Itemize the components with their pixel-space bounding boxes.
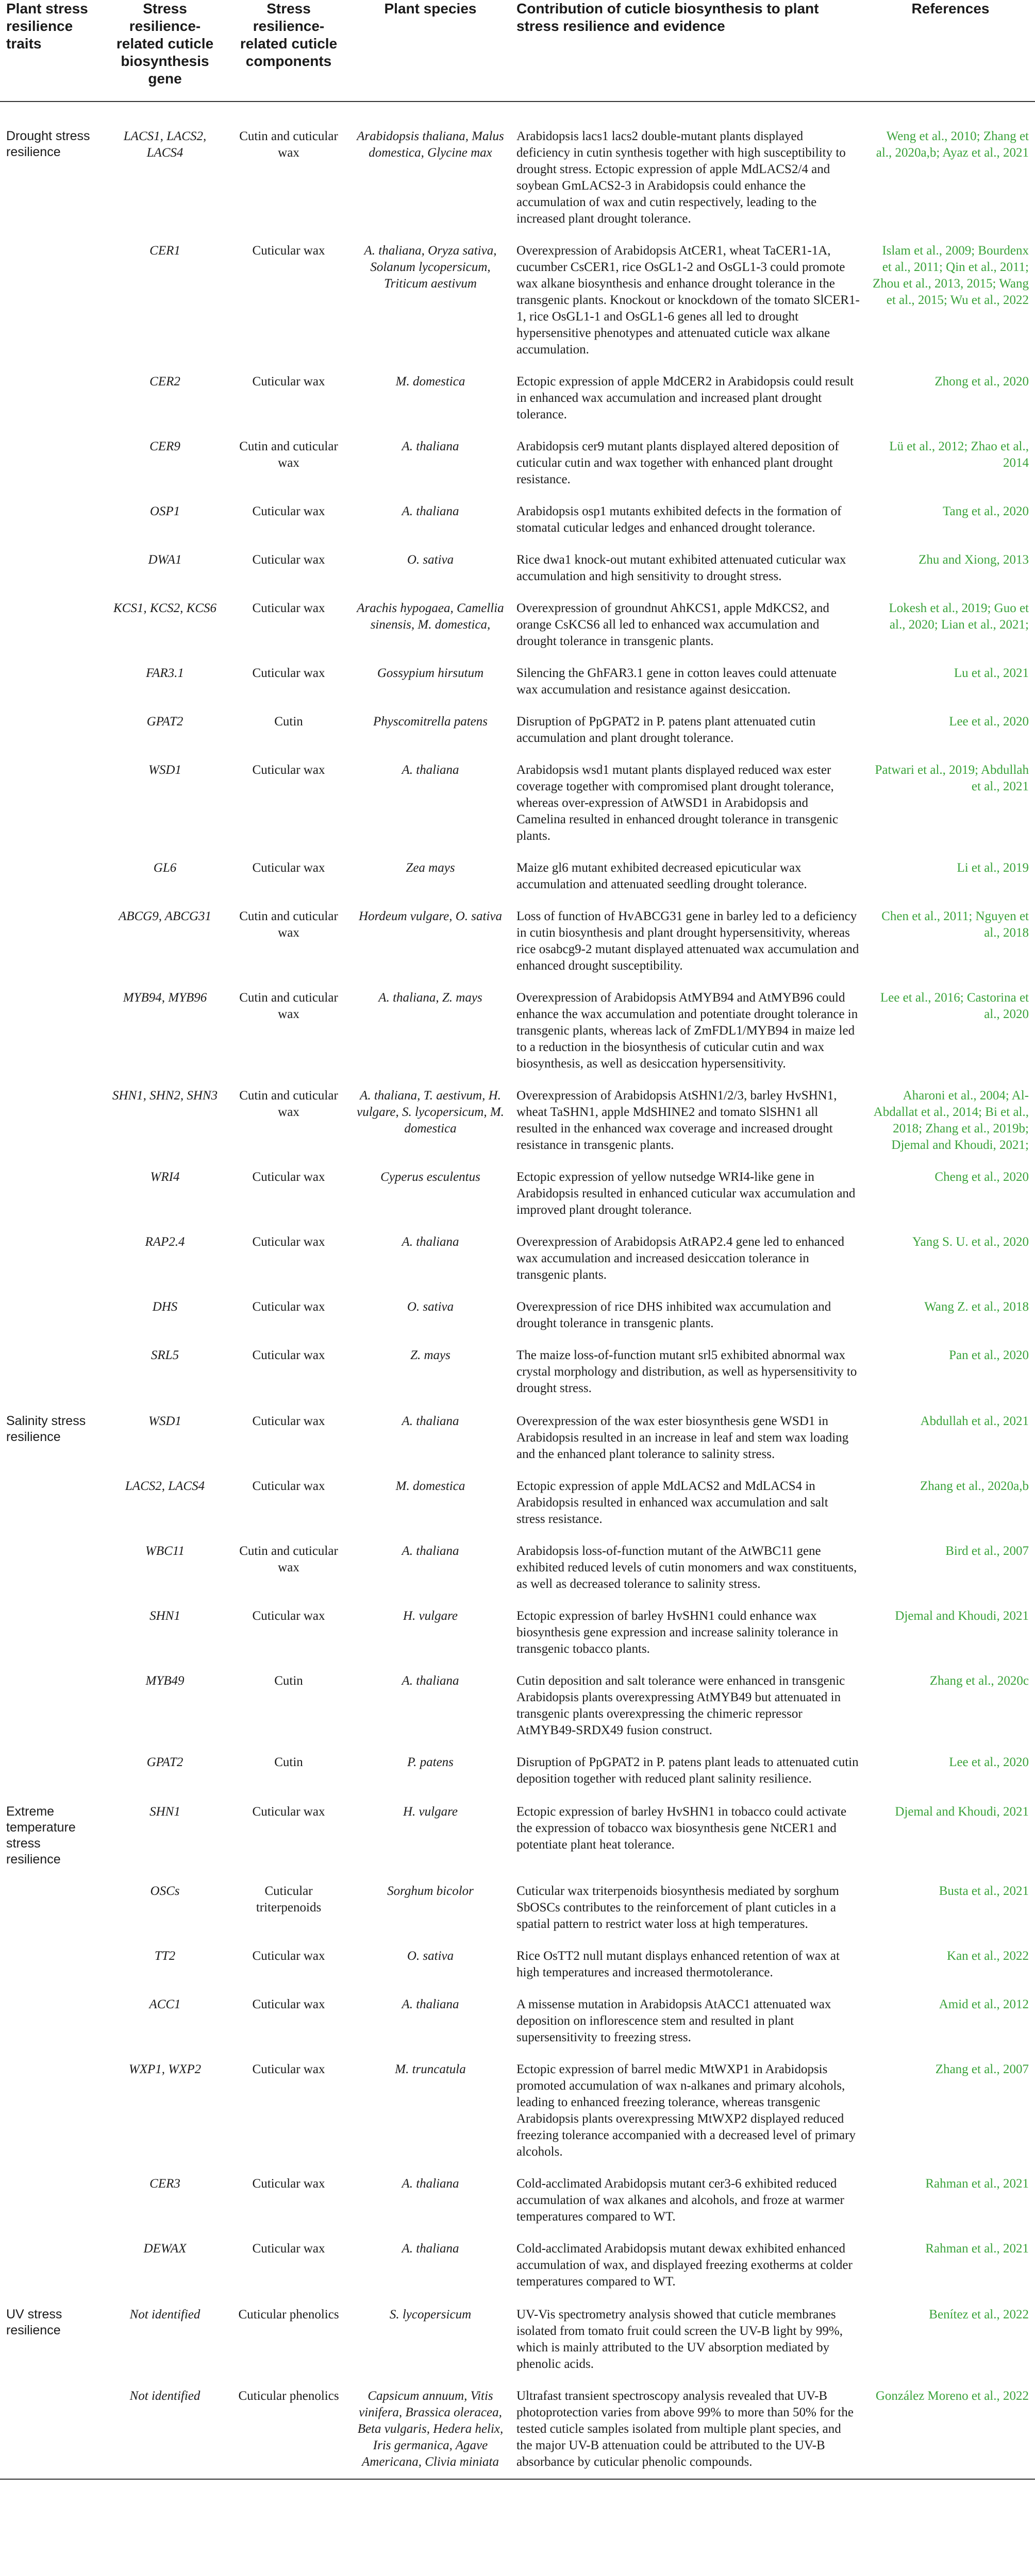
row-species: Hordeum vulgare, O. sativa <box>359 909 502 923</box>
row-contribution: Ectopic expression of apple MdCER2 in Arabidopsis could result in enhanced wax accumulation and increased plant drought tolerance. <box>516 375 854 421</box>
row-trait <box>0 901 103 982</box>
row-trait: UV stress resilience <box>6 2307 62 2337</box>
row-contribution: Cutin deposition and salt tolerance were enhanced in transgenic Arabidopsis plants overexpressing AtMYB49 but attenuated in transgenic plants overexpressing the chimeric repressor AtMYB49-SRDX49 fusion construct. <box>516 1674 845 1737</box>
row-references[interactable]: Tang et al., 2020 <box>943 504 1029 518</box>
row-component: Cutin and cuticular wax <box>239 909 338 940</box>
row-gene: Not identified <box>103 2381 227 2479</box>
row-references[interactable]: Wang Z. et al., 2018 <box>924 1300 1029 1314</box>
row-references[interactable]: Rahman et al., 2021 <box>925 2242 1029 2256</box>
row-species: M. domestica <box>395 1479 465 1493</box>
row-trait <box>0 853 103 901</box>
row-gene: LACS2, LACS4 <box>125 1479 205 1493</box>
row-contribution: Cold-acclimated Arabidopsis mutant dewax exhibited enhanced accumulation of wax, and displayed freezing exotherms at colder temperatures compared to WT. <box>516 2242 853 2289</box>
row-references[interactable]: Li et al., 2019 <box>957 861 1029 875</box>
row-references[interactable]: Kan et al., 2022 <box>947 1949 1029 1963</box>
row-contribution: Overexpression of Arabidopsis AtSHN1/2/3, barley HvSHN1, wheat TaSHN1, apple MdSHINE2 and tomato SlSHN1 all resulted in the enhanced wax coverage and increased drought resistance in transgenic plants. <box>516 1089 837 1152</box>
row-contribution: Silencing the GhFAR3.1 gene in cotton leaves could attenuate wax accumulation and resistance against desiccation. <box>516 666 837 697</box>
row-component: Cuticular triterpenoids <box>256 1884 322 1914</box>
row-component: Cuticular wax <box>252 2062 325 2076</box>
row-gene: KCS1, KCS2, KCS6 <box>113 601 217 615</box>
row-species: O. sativa <box>407 1300 454 1314</box>
row-gene: GPAT2 <box>146 715 183 728</box>
row-species: Capsicum annuum, Vitis vinifera, Brassica oleracea, Beta vulgaris, Hedera helix, Iris germanica, Agave Americana, Clivia miniata <box>350 2381 510 2479</box>
row-gene: OSP1 <box>149 504 180 518</box>
table-row <box>0 1941 1035 1989</box>
header-gene: Stress resilience-related cuticle biosynthesis gene <box>103 0 227 101</box>
table-row <box>0 1536 1035 1601</box>
row-component: Cuticular wax <box>252 2242 325 2256</box>
row-species: A. thaliana <box>402 1997 459 2011</box>
row-species: A. thaliana <box>402 1235 459 1249</box>
row-trait: Salinity stress resilience <box>6 1414 86 1444</box>
row-gene: DHS <box>152 1300 178 1314</box>
table-body <box>0 101 1035 2479</box>
row-trait <box>0 1080 103 1162</box>
row-trait <box>0 1876 103 1941</box>
row-references[interactable]: Islam et al., 2009; Bourdenx et al., 2011; Qin et al., 2011; Zhou et al., 2013, 2015; Wang et al., 2015; Wu et al., 2022 <box>872 244 1029 307</box>
table-row <box>0 1340 1035 1405</box>
row-gene: GL6 <box>153 861 177 875</box>
row-contribution: Arabidopsis wsd1 mutant plants displayed reduced wax ester coverage together with compromised plant drought tolerance, whereas over-expression of AtWSD1 in Arabidopsis and Camelina resulted in enhanced drought tolerance in transgenic plants. <box>516 763 839 843</box>
row-references[interactable]: Pan et al., 2020 <box>949 1348 1029 1362</box>
row-component: Cutin and cuticular wax <box>239 439 338 470</box>
row-contribution: Overexpression of the wax ester biosynthesis gene WSD1 in Arabidopsis resulted in an increase in leaf and stem wax loading and the enhanced plant tolerance to salinity stress. <box>516 1414 849 1461</box>
row-species: H. vulgare <box>403 1609 458 1623</box>
row-contribution: Cold-acclimated Arabidopsis mutant cer3-6 exhibited reduced accumulation of wax alkanes and alcohols, and froze at warmer temperatures compared to WT. <box>516 2177 844 2224</box>
table-row <box>0 901 1035 982</box>
row-references[interactable]: Zhang et al., 2020a,b <box>920 1479 1029 1493</box>
row-trait <box>0 706 103 755</box>
row-contribution: Rice dwa1 knock-out mutant exhibited attenuated cuticular wax accumulation and high sensitivity to drought stress. <box>516 553 846 583</box>
table-row <box>0 431 1035 496</box>
row-species: Zea mays <box>406 861 455 875</box>
row-species: Z. mays <box>410 1348 450 1362</box>
row-gene: OSCs <box>150 1884 180 1898</box>
header-species: Plant species <box>350 0 510 101</box>
row-trait <box>0 1536 103 1601</box>
row-contribution: Overexpression of groundnut AhKCS1, apple MdKCS2, and orange CsKCS6 all led to enhanced wax accumulation and drought tolerance in transgenic plants. <box>516 601 829 648</box>
row-component: Cuticular wax <box>252 1300 325 1314</box>
table-row <box>0 1292 1035 1340</box>
row-component: Cuticular wax <box>252 1235 325 1249</box>
row-component: Cutin and cuticular wax <box>239 1544 338 1574</box>
row-contribution: Arabidopsis loss-of-function mutant of the AtWBC11 gene exhibited reduced levels of cutin monomers and wax constituents, as well as decreased tolerance to salinity stress. <box>516 1544 857 1591</box>
table-row <box>0 2054 1035 2168</box>
row-component: Cutin <box>274 1755 303 1769</box>
row-component: Cutin <box>274 715 303 728</box>
row-species: A. thaliana, T. aestivum, H. vulgare, S. lycopersicum, M. domestica <box>357 1089 504 1136</box>
row-component: Cuticular wax <box>252 1805 325 1819</box>
row-trait: Drought stress resilience <box>6 129 90 159</box>
table-header-row <box>0 0 1035 101</box>
row-gene: ABCG9, ABCG31 <box>118 909 212 923</box>
row-contribution: Ultrafast transient spectroscopy analysis revealed that UV-B photoprotection varies from above 99% to more than 50% for the tested cuticle samples isolated from multiple plant species, and the major UV-B attenuation could be attributed to the UV-B absorbance by cuticular phenolic compounds. <box>510 2381 866 2479</box>
row-component: Cuticular wax <box>252 504 325 518</box>
header-references: References <box>866 0 1035 101</box>
row-gene: CER2 <box>149 375 180 388</box>
table-row <box>0 1876 1035 1941</box>
row-species: A. thaliana <box>402 2177 459 2191</box>
row-component: Cutin <box>274 1674 303 1688</box>
row-species: Arabidopsis thaliana, Malus domestica, Glycine max <box>357 129 504 160</box>
row-references[interactable]: Aharoni et al., 2004; Al-Abdallat et al., 2014; Bi et al., 2018; Zhang et al., 2019b; Djemal and Khoudi, 2021; <box>873 1089 1029 1152</box>
row-gene: LACS1, LACS2, LACS4 <box>123 129 207 160</box>
table-row <box>0 982 1035 1080</box>
row-references[interactable]: Djemal and Khoudi, 2021 <box>895 1609 1029 1623</box>
row-gene: TT2 <box>154 1949 176 1963</box>
row-trait <box>0 235 103 366</box>
row-component: Cuticular wax <box>252 1609 325 1623</box>
row-species: Physcomitrella patens <box>373 715 488 728</box>
row-gene: DWA1 <box>148 553 182 567</box>
row-contribution: Disruption of PpGPAT2 in P. patens plant attenuated cutin accumulation and plant drought tolerance. <box>516 715 816 745</box>
row-references[interactable]: Lü et al., 2012; Zhao et al., 2014 <box>889 439 1029 470</box>
header-component: Stress resilience-related cuticle components <box>227 0 350 101</box>
row-species: H. vulgare <box>403 1805 458 1819</box>
row-species: A. thaliana <box>402 1544 459 1558</box>
row-gene: CER1 <box>149 244 180 258</box>
table-row <box>0 545 1035 593</box>
table-row <box>0 658 1035 706</box>
row-contribution: Overexpression of Arabidopsis AtCER1, wheat TaCER1-1A, cucumber CsCER1, rice OsGL1-2 and OsGL1-3 could promote wax alkane biosynthesis and enhance drought tolerance in the transgenic plants. Knockout or knockdown of the tomato SlCER1-1, rice OsGL1-1 and OsGL1-6 genes all led to drought hypersensitive phenotypes and attenuated cuticle wax alkane accumulation. <box>516 244 860 357</box>
row-references[interactable]: Weng et al., 2010; Zhang et al., 2020a,b; Ayaz et al., 2021 <box>876 129 1029 160</box>
row-species: P. patens <box>407 1755 454 1769</box>
row-references[interactable]: Zhu and Xiong, 2013 <box>919 553 1029 567</box>
row-gene: CER3 <box>149 2177 180 2191</box>
row-references[interactable]: Zhang et al., 2020c <box>929 1674 1029 1688</box>
row-contribution: Arabidopsis lacs1 lacs2 double-mutant plants displayed deficiency in cutin synthesis together with high susceptibility to drought stress. Ectopic expression of apple MdLACS2/4 and soybean GmLACS2-3 in Arabidopsis could enhance the accumulation of wax and cutin respectively, leading to the increased plant drought tolerance. <box>516 129 846 226</box>
table-row <box>0 1989 1035 2054</box>
header-trait: Plant stress resilience traits <box>0 0 103 101</box>
row-contribution: UV-Vis spectrometry analysis showed that cuticle membranes isolated from tomato fruit could screen the UV-B light by 99%, which is mainly attributed to the UV absorption mediated by phenolic acids. <box>516 2308 843 2371</box>
row-contribution: Ectopic expression of barrel medic MtWXP1 in Arabidopsis promoted accumulation of wax n-alkanes and primary alcohols, leading to enhanced freezing tolerance, whereas transgenic Arabidopsis plants overexpressing MtWXP2 displayed reduced freezing tolerance accompanied with a decreased level of primary alcohols. <box>516 2062 856 2159</box>
row-species: M. truncatula <box>395 2062 466 2076</box>
table-row <box>0 755 1035 853</box>
row-trait <box>0 2381 103 2479</box>
row-species: A. thaliana <box>402 439 459 453</box>
row-component: Cuticular wax <box>252 1949 325 1963</box>
table-row <box>0 1666 1035 1747</box>
row-component: Cuticular wax <box>252 1479 325 1493</box>
row-gene: SRL5 <box>151 1348 179 1362</box>
row-contribution: Ectopic expression of apple MdLACS2 and MdLACS4 in Arabidopsis resulted in enhanced wax accumulation and salt stress resistance. <box>516 1479 828 1526</box>
row-component: Cuticular wax <box>252 553 325 567</box>
row-component: Cuticular wax <box>252 666 325 680</box>
row-species: A. thaliana <box>402 763 459 777</box>
table-row <box>0 1601 1035 1666</box>
row-gene: WSD1 <box>148 1414 181 1428</box>
table-row <box>0 593 1035 658</box>
table-row <box>0 1795 1035 1876</box>
row-references[interactable]: Zhong et al., 2020 <box>934 375 1029 388</box>
row-trait <box>0 431 103 496</box>
row-trait <box>0 982 103 1080</box>
row-trait <box>0 1162 103 1227</box>
row-gene: MYB49 <box>145 1674 185 1688</box>
row-references[interactable]: Zhang et al., 2007 <box>935 2062 1029 2076</box>
row-trait <box>0 1747 103 1795</box>
row-contribution: Ectopic expression of barley HvSHN1 could enhance wax biosynthesis gene expression and increase salinity tolerance in transgenic tobacco plants. <box>516 1609 839 1656</box>
row-trait <box>0 1340 103 1405</box>
row-references[interactable]: Lu et al., 2021 <box>954 666 1029 680</box>
header-gap <box>0 101 1035 120</box>
row-trait <box>0 496 103 545</box>
table-row <box>0 1080 1035 1162</box>
row-contribution: Cuticular wax triterpenoids biosynthesis mediated by sorghum SbOSCs contributes to the reinforcement of plant cuticles in a spatial pattern to restrict water loss at high temperatures. <box>516 1884 839 1931</box>
row-component: Cuticular wax <box>252 601 325 615</box>
row-species: A. thaliana <box>402 1674 459 1688</box>
row-component: Cutin and cuticular wax <box>239 1089 338 1119</box>
row-gene: CER9 <box>149 439 180 453</box>
row-contribution: Disruption of PpGPAT2 in P. patens plant leads to attenuated cutin deposition together with reduced plant salinity resilience. <box>516 1755 859 1786</box>
row-trait <box>0 658 103 706</box>
row-trait <box>0 1471 103 1536</box>
row-component: Cuticular phenolics <box>238 2308 339 2321</box>
row-references[interactable]: Rahman et al., 2021 <box>925 2177 1029 2191</box>
row-species: A. thaliana <box>402 504 459 518</box>
row-species: Sorghum bicolor <box>387 1884 474 1898</box>
row-trait <box>0 2168 103 2233</box>
table-row <box>0 2298 1035 2381</box>
row-trait <box>0 1941 103 1989</box>
row-contribution: A missense mutation in Arabidopsis AtACC1 attenuated wax deposition on inflorescence stem and resulted in plant supersensitivity to freezing stress. <box>516 1997 831 2044</box>
row-contribution: Maize gl6 mutant exhibited decreased epicuticular wax accumulation and attenuated seedling drought tolerance. <box>516 861 807 891</box>
row-species: A. thaliana, Oryza sativa, Solanum lycopersicum, Triticum aestivum <box>364 244 497 291</box>
row-gene: WRI4 <box>150 1170 180 1184</box>
row-references[interactable]: Benítez et al., 2022 <box>929 2308 1029 2321</box>
row-trait <box>0 366 103 431</box>
row-component: Cuticular wax <box>252 1170 325 1184</box>
row-contribution: Overexpression of rice DHS inhibited wax accumulation and drought tolerance in transgenic plants. <box>516 1300 831 1330</box>
row-component: Cuticular wax <box>252 375 325 388</box>
row-gene: SHN1 <box>149 1805 180 1819</box>
row-contribution: Arabidopsis osp1 mutants exhibited defects in the formation of stomatal cuticular ledges and enhanced drought tolerance. <box>516 504 842 535</box>
row-contribution: Overexpression of Arabidopsis AtMYB94 and AtMYB96 could enhance the wax accumulation and potentiate drought tolerance in transgenic plants, whereas lack of ZmFDL1/MYB94 in maize led to a reduction in the biosynthesis of cuticular cutin and wax biosynthesis, as well as desiccation hypersensitivity. <box>516 991 858 1071</box>
row-trait <box>0 593 103 658</box>
row-component: Cuticular wax <box>252 244 325 258</box>
row-gene: RAP2.4 <box>145 1235 185 1249</box>
row-component: Cuticular wax <box>252 763 325 777</box>
row-references[interactable]: Djemal and Khoudi, 2021 <box>895 1805 1029 1819</box>
row-gene: WBC11 <box>145 1544 185 1558</box>
row-references[interactable]: Amid et al., 2012 <box>939 1997 1029 2011</box>
row-species: Arachis hypogaea, Camellia sinensis, M. domestica, <box>357 601 504 632</box>
row-component: Cuticular wax <box>252 2177 325 2191</box>
table-row <box>0 1471 1035 1536</box>
row-gene: WXP1, WXP2 <box>128 2062 202 2076</box>
table-row <box>0 366 1035 431</box>
table-row <box>0 496 1035 545</box>
row-gene: FAR3.1 <box>146 666 184 680</box>
header-contribution: Contribution of cuticle biosynthesis to plant stress resilience and evidence <box>510 0 866 101</box>
row-component: Cuticular wax <box>252 1997 325 2011</box>
row-species: S. lycopersicum <box>389 2308 472 2321</box>
table-row <box>0 1405 1035 1471</box>
table-row <box>0 1227 1035 1292</box>
row-component: Cutin and cuticular wax <box>239 991 338 1021</box>
row-gene: SHN1, SHN2, SHN3 <box>112 1089 218 1103</box>
row-species: O. sativa <box>407 553 454 567</box>
row-references[interactable]: Patwari et al., 2019; Abdullah et al., 2021 <box>875 763 1029 793</box>
table-row <box>0 706 1035 755</box>
row-trait <box>0 755 103 853</box>
row-references[interactable]: González Moreno et al., 2022 <box>866 2381 1035 2479</box>
row-species: M. domestica <box>395 375 465 388</box>
table-row <box>0 853 1035 901</box>
row-references[interactable]: Abdullah et al., 2021 <box>920 1414 1029 1428</box>
table-row <box>0 1162 1035 1227</box>
row-references[interactable]: Lokesh et al., 2019; Guo et al., 2020; Lian et al., 2021; <box>889 601 1029 632</box>
row-component: Cuticular phenolics <box>227 2381 350 2479</box>
table-row <box>0 120 1035 235</box>
row-trait <box>0 1601 103 1666</box>
row-trait: Extreme temperature stress resilience <box>6 1804 76 1867</box>
row-contribution: Rice OsTT2 null mutant displays enhanced retention of wax at high temperatures and increased thermotolerance. <box>516 1949 840 1979</box>
row-species: A. thaliana, Z. mays <box>378 991 482 1005</box>
row-references[interactable]: Lee et al., 2020 <box>949 1755 1029 1769</box>
row-contribution: The maize loss-of-function mutant srl5 exhibited abnormal wax crystal morphology and distribution, as well as hypersensitivity to drought stress. <box>516 1348 857 1395</box>
row-contribution: Arabidopsis cer9 mutant plants displayed altered deposition of cuticular cutin and wax together with enhanced plant drought resistance. <box>516 439 839 486</box>
row-component: Cuticular wax <box>252 861 325 875</box>
row-gene: ACC1 <box>149 1997 181 2011</box>
row-gene: GPAT2 <box>146 1755 183 1769</box>
row-species: Cyperus esculentus <box>380 1170 480 1184</box>
row-gene: MYB94, MYB96 <box>123 991 207 1005</box>
row-species: A. thaliana <box>402 2242 459 2256</box>
row-references[interactable]: Lee et al., 2020 <box>949 715 1029 728</box>
row-contribution: Ectopic expression of barley HvSHN1 in tobacco could activate the expression of tobacco wax biosynthesis gene NtCER1 and potentiate plant heat tolerance. <box>516 1805 847 1852</box>
row-component: Cuticular wax <box>252 1414 325 1428</box>
row-references[interactable]: Lee et al., 2016; Castorina et al., 2020 <box>880 991 1029 1021</box>
row-trait <box>0 1227 103 1292</box>
row-references[interactable]: Busta et al., 2021 <box>939 1884 1029 1898</box>
row-trait <box>0 1989 103 2054</box>
row-gene: SHN1 <box>149 1609 180 1623</box>
row-references[interactable]: Bird et al., 2007 <box>945 1544 1029 1558</box>
row-species: Gossypium hirsutum <box>377 666 484 680</box>
row-trait <box>0 545 103 593</box>
table-row <box>0 1747 1035 1795</box>
row-references[interactable]: Chen et al., 2011; Nguyen et al., 2018 <box>881 909 1029 940</box>
row-trait <box>0 2054 103 2168</box>
row-gene: WSD1 <box>148 763 181 777</box>
table-row <box>0 2381 1035 2479</box>
row-component: Cuticular wax <box>252 1348 325 1362</box>
row-gene: Not identified <box>129 2308 201 2321</box>
table-row <box>0 2168 1035 2233</box>
row-trait <box>0 1666 103 1747</box>
row-references[interactable]: Yang S. U. et al., 2020 <box>912 1235 1029 1249</box>
row-species: O. sativa <box>407 1949 454 1963</box>
row-species: A. thaliana <box>402 1414 459 1428</box>
row-trait <box>0 2233 103 2298</box>
row-contribution: Ectopic expression of yellow nutsedge WRI4-like gene in Arabidopsis resulted in enhanced cuticular wax accumulation and improved plant drought tolerance. <box>516 1170 856 1217</box>
row-contribution: Overexpression of Arabidopsis AtRAP2.4 gene led to enhanced wax accumulation and increased desiccation tolerance in transgenic plants. <box>516 1235 844 1282</box>
table-row <box>0 235 1035 366</box>
row-gene: DEWAX <box>143 2242 187 2256</box>
row-component: Cutin and cuticular wax <box>239 129 338 160</box>
row-references[interactable]: Cheng et al., 2020 <box>934 1170 1029 1184</box>
table-row <box>0 2233 1035 2298</box>
row-contribution: Loss of function of HvABCG31 gene in barley led to a deficiency in cutin biosynthesis and plant drought hypersensitivity, whereas rice osabcg9-2 mutant displayed attenuated wax accumulation and enhanced drought susceptibility. <box>516 909 859 973</box>
row-trait <box>0 1292 103 1340</box>
